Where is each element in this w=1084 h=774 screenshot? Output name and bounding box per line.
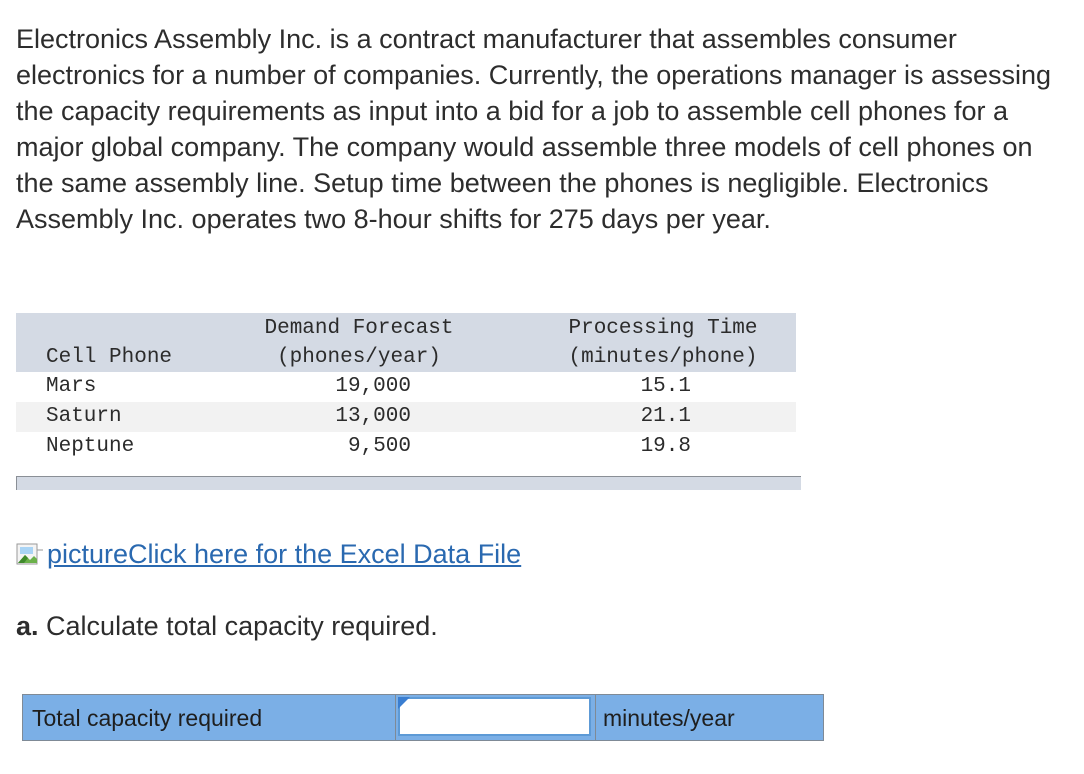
row-name: Saturn [46, 405, 122, 428]
question-prefix: a. [16, 611, 39, 641]
row-demand: 13,000 [335, 405, 411, 428]
answer-divider [395, 695, 396, 740]
table-footer-bar [16, 476, 801, 490]
answer-divider [595, 695, 596, 740]
row-demand: 19,000 [335, 375, 411, 398]
table-row [16, 432, 796, 462]
header-cell-phone: Cell Phone [46, 346, 173, 369]
answer-label: Total capacity required [32, 705, 263, 731]
answer-unit: minutes/year [603, 705, 735, 731]
row-processing-time: 21.1 [640, 405, 691, 428]
question-a [16, 609, 438, 643]
excel-link-alt-text: picture [47, 539, 129, 569]
header-processing-time [531, 314, 795, 372]
excel-data-file-link[interactable] [16, 537, 521, 571]
answer-row [22, 694, 824, 741]
row-name: Mars [46, 375, 97, 398]
row-name: Neptune [46, 435, 135, 458]
total-capacity-input[interactable] [398, 697, 591, 736]
header-proc-line2: (minutes/phone) [568, 346, 758, 369]
header-demand-line2: (phones/year) [277, 346, 441, 369]
row-processing-time: 19.8 [640, 435, 691, 458]
header-demand-forecast [241, 314, 477, 372]
row-processing-time: 15.1 [640, 375, 691, 398]
data-table [16, 313, 796, 462]
table-row [16, 402, 796, 432]
question-text: Calculate total capacity required. [46, 611, 438, 641]
input-corner-marker-icon [398, 697, 410, 709]
table-header [16, 313, 796, 372]
broken-image-icon [16, 541, 47, 569]
excel-link-label: Click here for the Excel Data File [128, 539, 522, 569]
row-demand: 9,500 [347, 435, 411, 458]
table-row [16, 372, 796, 402]
header-demand-line1: Demand Forecast [264, 317, 454, 340]
header-proc-line1: Processing Time [568, 317, 758, 340]
problem-statement: Electronics Assembly Inc. is a contract manufacturer that assembles consumer electronics for a number of companies. Currently, the operations manager is assessing the capacity requirements as input into a bid for a job to assemble cell phones for a major global company. The company would assemble three models of cell phones on the same assembly line. Setup time between the phones is negligible. Electronics Assembly Inc. operates two 8-hour shifts for 275 days per year. [16, 24, 1052, 234]
